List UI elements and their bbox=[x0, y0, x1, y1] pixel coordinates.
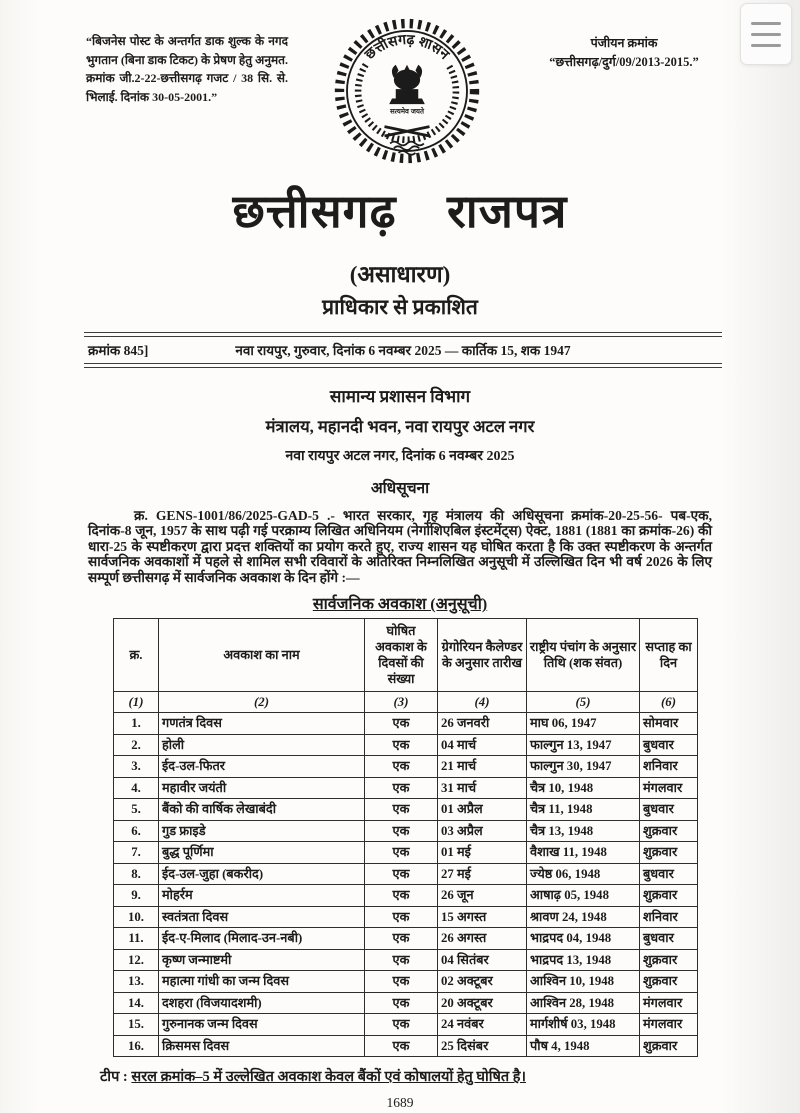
table-cell: मंगलवार bbox=[640, 777, 698, 799]
table-cell: 27 मई bbox=[438, 863, 527, 885]
table-cell: ईद-उल-जुहा (बकरीद) bbox=[159, 863, 365, 885]
table-cell: शुक्रवार bbox=[640, 885, 698, 907]
issue-line bbox=[84, 337, 722, 363]
table-cell: गुड फ्राइडे bbox=[159, 820, 365, 842]
registration-label: पंजीयन क्रमांक bbox=[590, 36, 658, 50]
table-cell: शुक्रवार bbox=[640, 820, 698, 842]
column-header: अवकाश का नाम bbox=[159, 619, 365, 692]
table-cell: 01 अप्रैल bbox=[438, 799, 527, 821]
column-number: (4) bbox=[438, 692, 527, 713]
table-cell: चैत्र 11, 1948 bbox=[527, 799, 640, 821]
column-number-row bbox=[114, 692, 698, 713]
table-cell: 31 मार्च bbox=[438, 777, 527, 799]
table-cell: 4. bbox=[114, 777, 159, 799]
footnote bbox=[100, 1066, 800, 1086]
table-cell: 24 नवंबर bbox=[438, 1014, 527, 1036]
table-cell: एक bbox=[365, 885, 438, 907]
table-cell: 26 जून bbox=[438, 885, 527, 907]
table-cell: मार्गशीर्ष 03, 1948 bbox=[527, 1014, 640, 1036]
table-cell: बैंको की वार्षिक लेखाबंदी bbox=[159, 799, 365, 821]
table-row bbox=[114, 756, 698, 778]
table-cell: महात्मा गांधी का जन्म दिवस bbox=[159, 971, 365, 993]
table-cell: बुद्ध पूर्णिमा bbox=[159, 842, 365, 864]
table-row bbox=[114, 713, 698, 735]
table-cell: एक bbox=[365, 713, 438, 735]
column-header: घोषित अवकाश के दिवसों की संख्या bbox=[365, 619, 438, 692]
table-cell: फाल्गुन 30, 1947 bbox=[527, 756, 640, 778]
table-cell: मंगलवार bbox=[640, 1014, 698, 1036]
table-cell: 7. bbox=[114, 842, 159, 864]
table-row bbox=[114, 971, 698, 993]
table-cell: शुक्रवार bbox=[640, 842, 698, 864]
table-cell: ईद-उल-फितर bbox=[159, 756, 365, 778]
table-cell: 25 दिसंबर bbox=[438, 1035, 527, 1057]
table-cell: शुक्रवार bbox=[640, 1035, 698, 1057]
table-row bbox=[114, 734, 698, 756]
table-cell: आषाढ़ 05, 1948 bbox=[527, 885, 640, 907]
department-name: सामान्य प्रशासन विभाग bbox=[329, 387, 471, 406]
column-number: (6) bbox=[640, 692, 698, 713]
table-cell: बुधवार bbox=[640, 799, 698, 821]
chhattisgarh-government-emblem bbox=[332, 16, 482, 171]
table-cell: आश्विन 10, 1948 bbox=[527, 971, 640, 993]
table-row bbox=[114, 928, 698, 950]
table-cell: 21 मार्च bbox=[438, 756, 527, 778]
table-row bbox=[114, 799, 698, 821]
table-row bbox=[114, 842, 698, 864]
table-cell: क्रिसमस दिवस bbox=[159, 1035, 365, 1057]
table-cell: 12. bbox=[114, 949, 159, 971]
table-cell: होली bbox=[159, 734, 365, 756]
table-cell: कृष्ण जन्माष्टमी bbox=[159, 949, 365, 971]
table-cell: 20 अक्टूबर bbox=[438, 992, 527, 1014]
issue-number: क्रमांक 845] bbox=[88, 343, 149, 358]
table-cell: ज्येष्ठ 06, 1948 bbox=[527, 863, 640, 885]
table-cell: शनिवार bbox=[640, 756, 698, 778]
footnote-label: टीप : bbox=[100, 1069, 132, 1086]
table-cell: 15. bbox=[114, 1014, 159, 1036]
table-cell: एक bbox=[365, 734, 438, 756]
table-cell: भाद्रपद 04, 1948 bbox=[527, 928, 640, 950]
table-cell: एक bbox=[365, 820, 438, 842]
table-cell: 2. bbox=[114, 734, 159, 756]
table-cell: 26 अगस्त bbox=[438, 928, 527, 950]
column-number: (1) bbox=[114, 692, 159, 713]
table-cell: एक bbox=[365, 949, 438, 971]
table-cell: 26 जनवरी bbox=[438, 713, 527, 735]
column-number: (2) bbox=[159, 692, 365, 713]
table-cell: एक bbox=[365, 971, 438, 993]
table-cell: शुक्रवार bbox=[640, 971, 698, 993]
table-cell: मोहर्रम bbox=[159, 885, 365, 907]
table-cell: दशहरा (विजयादशमी) bbox=[159, 992, 365, 1014]
schedule-heading: सार्वजनिक अवकाश (अनुसूची) bbox=[312, 596, 488, 614]
holiday-table bbox=[113, 618, 698, 1057]
table-row bbox=[114, 949, 698, 971]
table-cell: एक bbox=[365, 928, 438, 950]
table-cell: वैशाख 11, 1948 bbox=[527, 842, 640, 864]
table-cell: भाद्रपद 13, 1948 bbox=[527, 949, 640, 971]
table-cell: 5. bbox=[114, 799, 159, 821]
table-cell: 11. bbox=[114, 928, 159, 950]
table-header-row bbox=[114, 619, 698, 692]
table-cell: एक bbox=[365, 1014, 438, 1036]
table-cell: एक bbox=[365, 906, 438, 928]
table-cell: महावीर जयंती bbox=[159, 777, 365, 799]
table-row bbox=[114, 777, 698, 799]
table-row bbox=[114, 1014, 698, 1036]
column-header: ग्रेगोरियन कैलेण्डर के अनुसार तारीख bbox=[438, 619, 527, 692]
double-rule-bottom bbox=[84, 363, 722, 368]
table-cell: बुधवार bbox=[640, 863, 698, 885]
department-dateline: नवा रायपुर अटल नगर, दिनांक 6 नवम्बर 2025 bbox=[285, 449, 515, 464]
header bbox=[0, 0, 800, 171]
gazette-subtitle-authority: प्राधिकार से प्रकाशित bbox=[322, 295, 478, 319]
table-cell: आश्विन 28, 1948 bbox=[527, 992, 640, 1014]
department-block bbox=[0, 384, 800, 498]
holiday-table-body bbox=[114, 713, 698, 1057]
table-cell: गुरुनानक जन्म दिवस bbox=[159, 1014, 365, 1036]
department-address: मंत्रालय, महानदी भवन, नवा रायपुर अटल नगर bbox=[265, 417, 535, 436]
column-header: सप्ताह का दिन bbox=[640, 619, 698, 692]
table-cell: स्वतंत्रता दिवस bbox=[159, 906, 365, 928]
postal-permission-notice: “बिजनेस पोस्ट के अन्तर्गत डाक शुल्क के नगद भुगतान (बिना डाक टिकट) के प्रेषण हेतु अनुमत. क्रमांक जी.2-22-छत्तीसगढ़ गजट / 38 सि. से. भिलाई. दिनांक 30-05-2001.” bbox=[86, 34, 288, 104]
table-cell: 3. bbox=[114, 756, 159, 778]
table-cell: सोमवार bbox=[640, 713, 698, 735]
table-cell: एक bbox=[365, 1035, 438, 1057]
table-row bbox=[114, 906, 698, 928]
column-number: (3) bbox=[365, 692, 438, 713]
table-cell: 13. bbox=[114, 971, 159, 993]
table-cell: पौष 4, 1948 bbox=[527, 1035, 640, 1057]
table-cell: 1. bbox=[114, 713, 159, 735]
table-cell: 01 मई bbox=[438, 842, 527, 864]
registration-number-notice bbox=[526, 34, 722, 72]
table-cell: बुधवार bbox=[640, 734, 698, 756]
column-header: राष्ट्रीय पंचांग के अनुसार तिथि (शक संवत) bbox=[527, 619, 640, 692]
table-cell: फाल्गुन 13, 1947 bbox=[527, 734, 640, 756]
table-row bbox=[114, 820, 698, 842]
table-cell: श्रावण 24, 1948 bbox=[527, 906, 640, 928]
column-header: क्र. bbox=[114, 619, 159, 692]
table-cell: एक bbox=[365, 842, 438, 864]
table-cell: 9. bbox=[114, 885, 159, 907]
table-cell: गणतंत्र दिवस bbox=[159, 713, 365, 735]
table-row bbox=[114, 992, 698, 1014]
table-row bbox=[114, 863, 698, 885]
table-cell: 16. bbox=[114, 1035, 159, 1057]
table-cell: 8. bbox=[114, 863, 159, 885]
table-cell: एक bbox=[365, 777, 438, 799]
page-number: 1689 bbox=[386, 1095, 414, 1111]
table-cell: 10. bbox=[114, 906, 159, 928]
menu-button[interactable] bbox=[740, 3, 792, 65]
table-cell: 04 सितंबर bbox=[438, 949, 527, 971]
table-cell: एक bbox=[365, 863, 438, 885]
notification-paragraph: क्र. GENS-1001/86/2025-GAD-5 .- भारत सरकार, गृह मंत्रालय की अधिसूचना क्रमांक-20-25-56- पब-एक, दिनांक-8 जून, 1957 के साथ पढ़ी गई परक्राम्य लिखित अधिनियम (नेगोशिएबिल इंस्टमेंट्स) ऐक्ट, 1881 (1881 का क्रमांक-26) की धारा-25 के स्पष्टीकरण द्वारा प्रदत्त शक्तियों का प्रयोग करते हुए, राज्य शासन यह घोषित करता है कि उक्त स्पष्टीकरण के अन्तर्गत सार्वजनिक अवकाशों में पहले से शामिल सभी रविवारों के अतिरिक्त निम्नलिखित अनुसूची में उल्लिखित दिन भी वर्ष 2026 के लिए सम्पूर्ण छत्तीसगढ़ में सार्वजनिक अवकाश के दिन होंगे :— bbox=[88, 508, 712, 585]
table-cell: 15 अगस्त bbox=[438, 906, 527, 928]
footnote-text: सरल क्रमांक–5 में उल्लेखित अवकाश केवल बैंकों एवं कोषालयों हेतु घोषित है। bbox=[131, 1069, 526, 1086]
table-cell: एक bbox=[365, 756, 438, 778]
table-cell: एक bbox=[365, 799, 438, 821]
notification-heading: अधिसूचना bbox=[370, 480, 430, 497]
table-cell: एक bbox=[365, 992, 438, 1014]
table-cell: चैत्र 13, 1948 bbox=[527, 820, 640, 842]
table-cell: ईद-ए-मिलाद (मिलाद-उन-नबी) bbox=[159, 928, 365, 950]
emblem-state-name: छत्तीसगढ़ शासन bbox=[362, 31, 453, 63]
table-row bbox=[114, 885, 698, 907]
table-cell: बुधवार bbox=[640, 928, 698, 950]
column-number: (5) bbox=[527, 692, 640, 713]
table-cell: 14. bbox=[114, 992, 159, 1014]
gazette-title: छत्तीसगढ़ राजपत्र bbox=[232, 186, 568, 237]
table-cell: 04 मार्च bbox=[438, 734, 527, 756]
table-cell: चैत्र 10, 1948 bbox=[527, 777, 640, 799]
table-cell: माघ 06, 1947 bbox=[527, 713, 640, 735]
emblem-motto: सत्यमेव जयते bbox=[390, 107, 424, 116]
table-cell: 02 अक्टूबर bbox=[438, 971, 527, 993]
registration-value: “छत्तीसगढ़/दुर्ग/09/2013-2015.” bbox=[549, 55, 699, 69]
table-cell: शुक्रवार bbox=[640, 949, 698, 971]
table-cell: 03 अप्रैल bbox=[438, 820, 527, 842]
table-cell: मंगलवार bbox=[640, 992, 698, 1014]
table-cell: शनिवार bbox=[640, 906, 698, 928]
issue-date-line: नवा रायपुर, गुरुवार, दिनांक 6 नवम्बर 2025 — कार्तिक 15, शक 1947 bbox=[235, 343, 571, 358]
table-row bbox=[114, 1035, 698, 1057]
table-cell: 6. bbox=[114, 820, 159, 842]
gazette-subtitle-extraordinary: (असाधारण) bbox=[349, 262, 451, 287]
